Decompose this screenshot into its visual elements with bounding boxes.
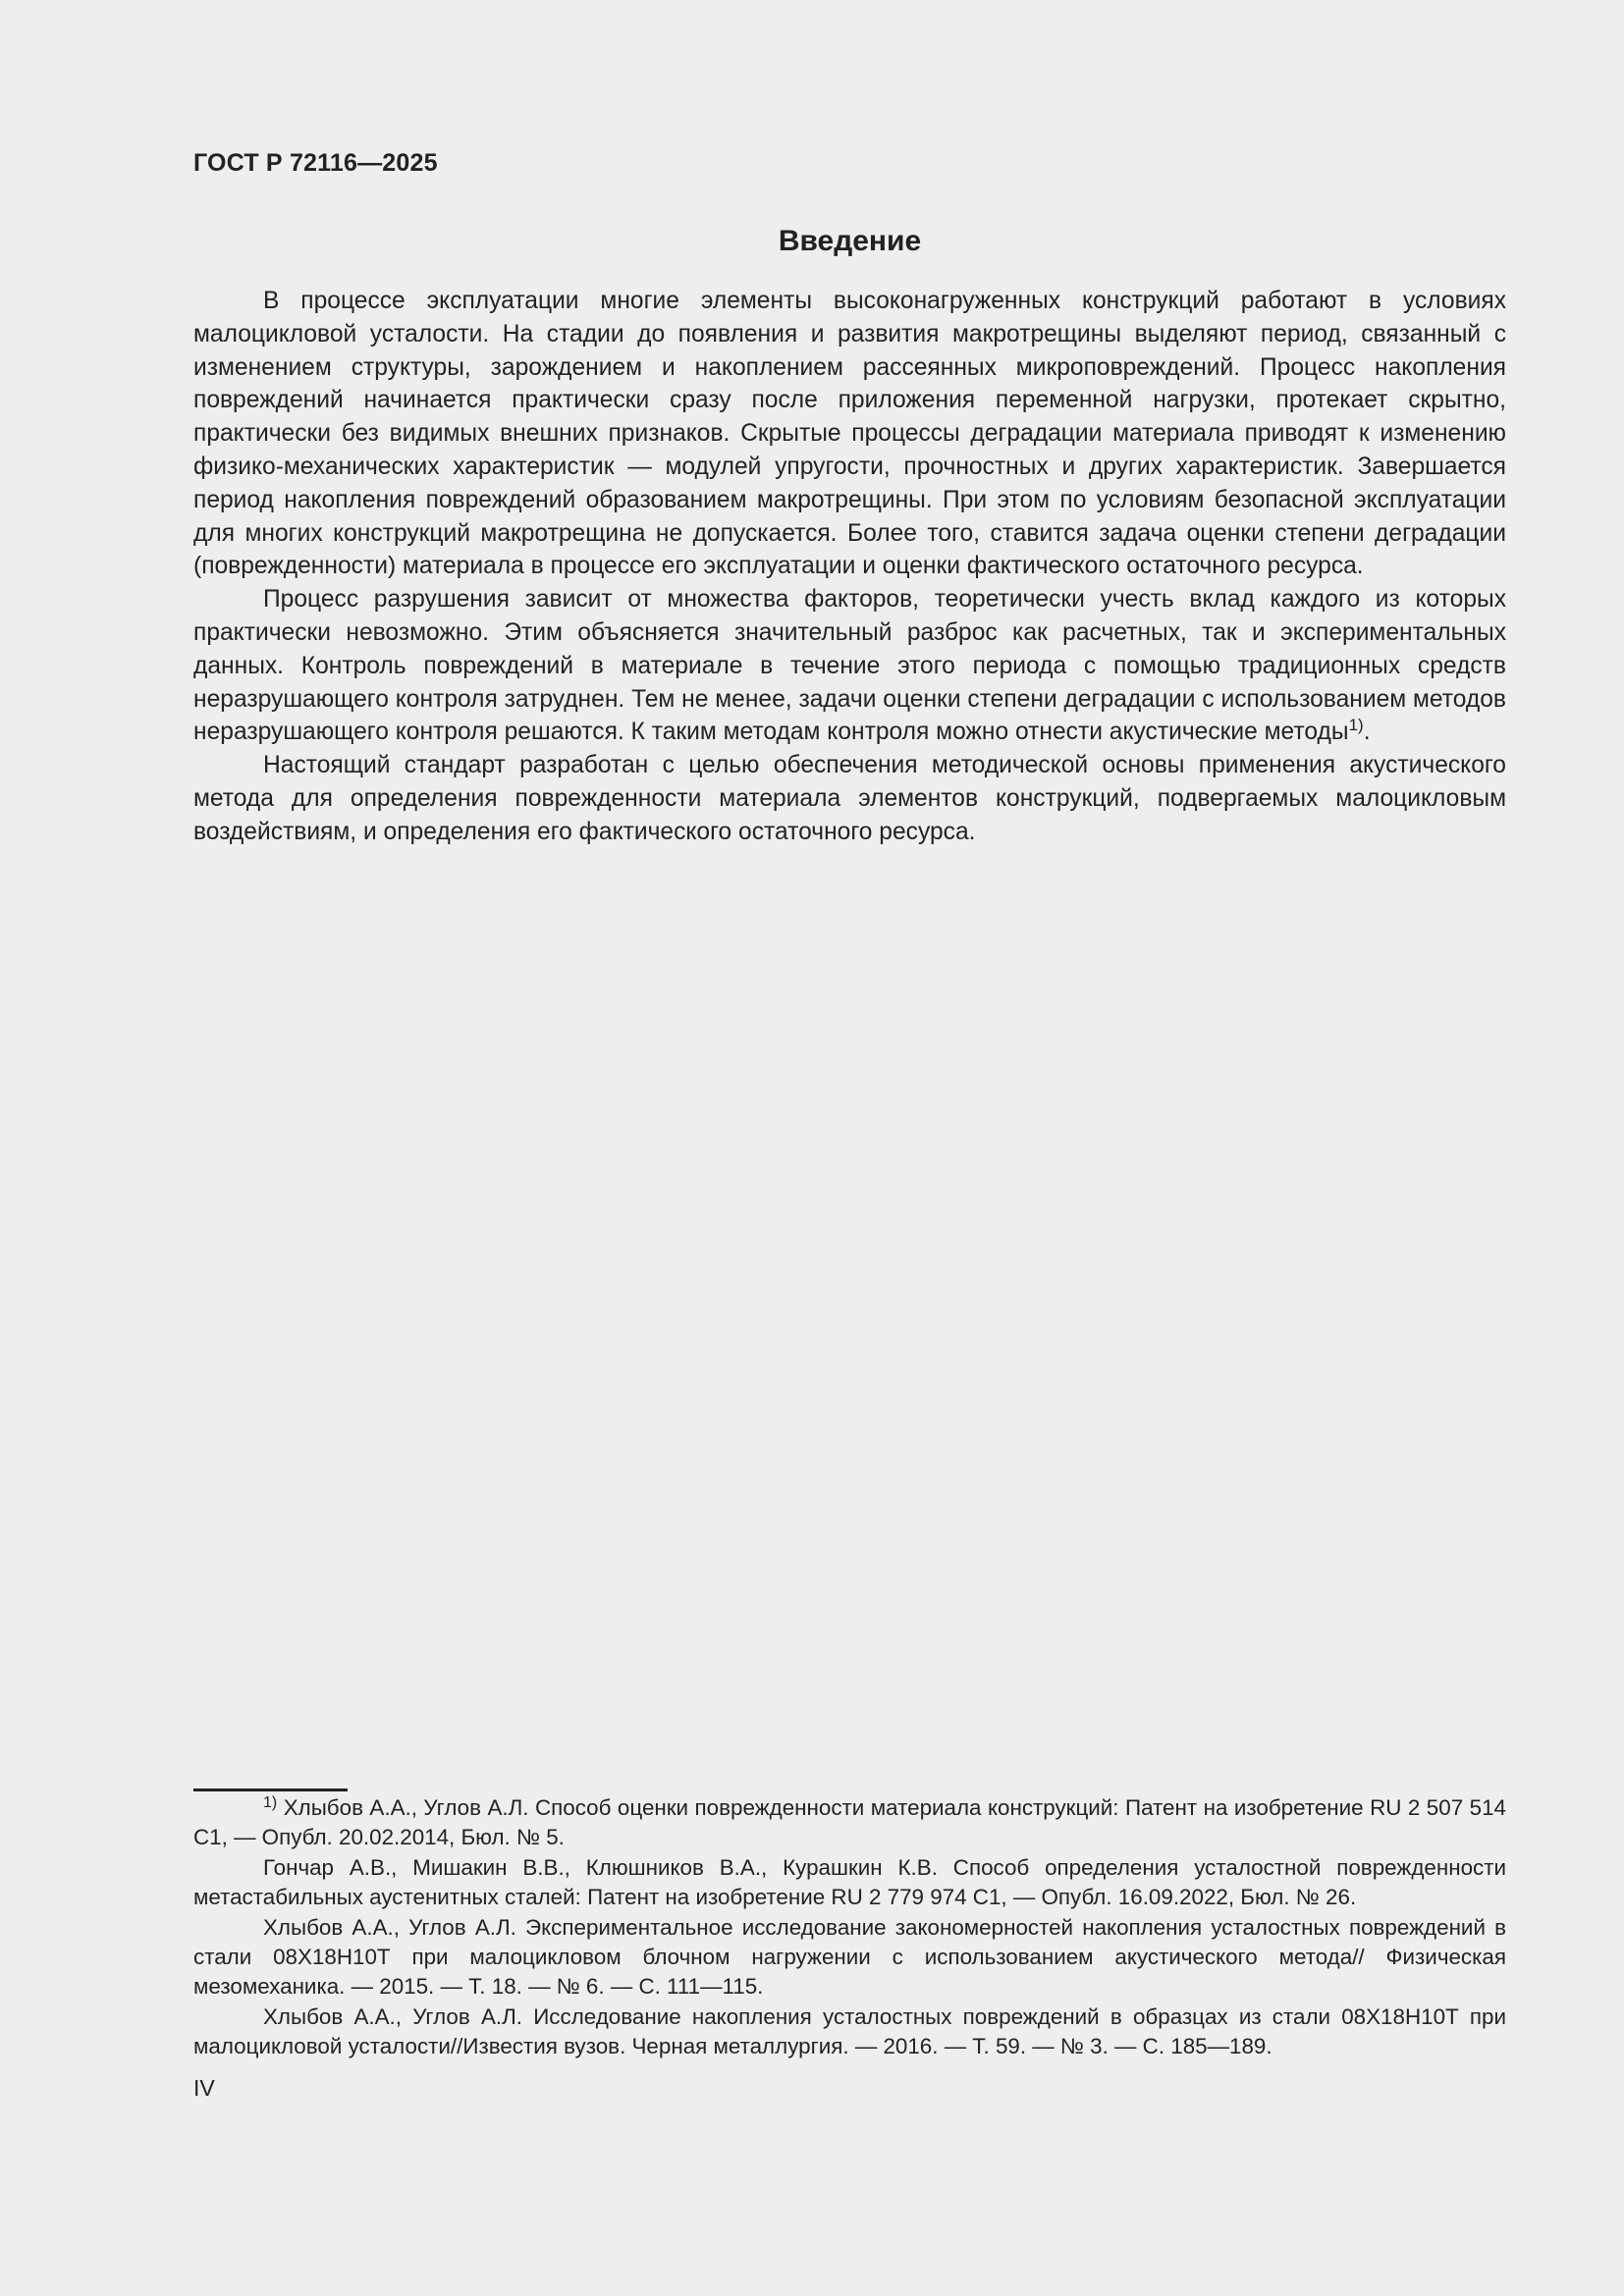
- paragraph-text: Процесс разрушения зависит от множества факторов, теоретически учесть вклад каждого из которых практически невозможно. Этим объясняется значительный разброс как расчетных, так и экспериментальных данных. Контроль повреждений в материале в течение этого периода с помощью традиционных средств неразрушающего контроля затруднен. Тем не менее, задачи оценки степени деградации с использованием методов неразрушающего контроля решаются. К таким методам контроля можно отнести акустические методы: [193, 586, 1506, 746]
- footnote-text: Хлыбов А.А., Углов А.Л. Экспериментальное исследование закономерностей накопления усталостных повреждений в стали 08Х18Н10Т при малоцикловом блочном нагружении с использованием акустического метода// Физическая мезомеханика. — 2015. — Т. 18. — № 6. — С. 111—115.: [193, 1914, 1506, 2000]
- page-number: IV: [193, 2075, 215, 2101]
- section-title: Введение: [778, 225, 922, 257]
- paragraph-text: Настоящий стандарт разработан с целью обеспечения методической основы применения акустического метода для определения поврежденности материала элементов конструкций, подвергаемых малоцикловым воздействиям, и определения его фактического остаточного ресурса.: [193, 752, 1506, 845]
- footnote-mark: 1): [263, 1794, 278, 1811]
- footnote-reference: 1): [1348, 716, 1364, 735]
- paragraph: [193, 285, 1506, 583]
- footnote-item: [193, 1913, 1506, 2002]
- footnote-text: Гончар А.В., Мишакин В.В., Клюшников В.А., Курашкин К.В. Способ определения усталостной поврежденности метастабильных аустенитных сталей: Патент на изобретение RU 2 779 974 С1, — Опубл. 16.09.2022, Бюл. № 26.: [193, 1854, 1506, 1910]
- paragraph-end-punctuation: .: [1363, 719, 1371, 746]
- footnote-text: Хлыбов А.А., Углов А.Л. Способ оценки поврежденности материала конструкций: Патент на изобретение RU 2 507 514 С1, — Опубл. 20.02.2014, Бюл. № 5.: [193, 1795, 1506, 1850]
- paragraph: [193, 583, 1506, 749]
- footnote-text: Хлыбов А.А., Углов А.Л. Исследование накопления усталостных повреждений в образцах из стали 08Х18Н10Т при малоцикловой усталости//Известия вузов. Черная металлургия. — 2016. — Т. 59. — № 3. — С. 185—189.: [193, 2003, 1506, 2059]
- footnote-separator: [193, 1789, 348, 1791]
- footnote-item: [193, 1793, 1506, 1853]
- document-code-header: ГОСТ Р 72116—2025: [193, 149, 438, 177]
- paragraph-text: В процессе эксплуатации многие элементы высоконагруженных конструкций работают в условиях малоцикловой усталости. На стадии до появления и развития макротрещины выделяют период, связанный с изменением структуры, зарождением и накоплением рассеянных микроповреждений. Процесс накопления повреждений начинается практически сразу после приложения переменной нагрузки, протекает скрытно, практически без видимых внешних признаков. Скрытые процессы деградации материала приводят к изменению физико-механических характеристик — модулей упругости, прочностных и других характеристик. Завершается период накопления повреждений образованием макротрещины. При этом по условиям безопасной эксплуатации для многих конструкций макротрещина не допускается. Более того, ставится задача оценки степени деградации (поврежденности) материала в процессе его эксплуатации и оценки фактического остаточного ресурса.: [193, 288, 1506, 580]
- footnote-item: [193, 2002, 1506, 2062]
- footnote-item: [193, 1853, 1506, 1913]
- paragraph: [193, 749, 1506, 848]
- footnotes: [193, 1793, 1506, 2062]
- introduction-body: [193, 285, 1506, 849]
